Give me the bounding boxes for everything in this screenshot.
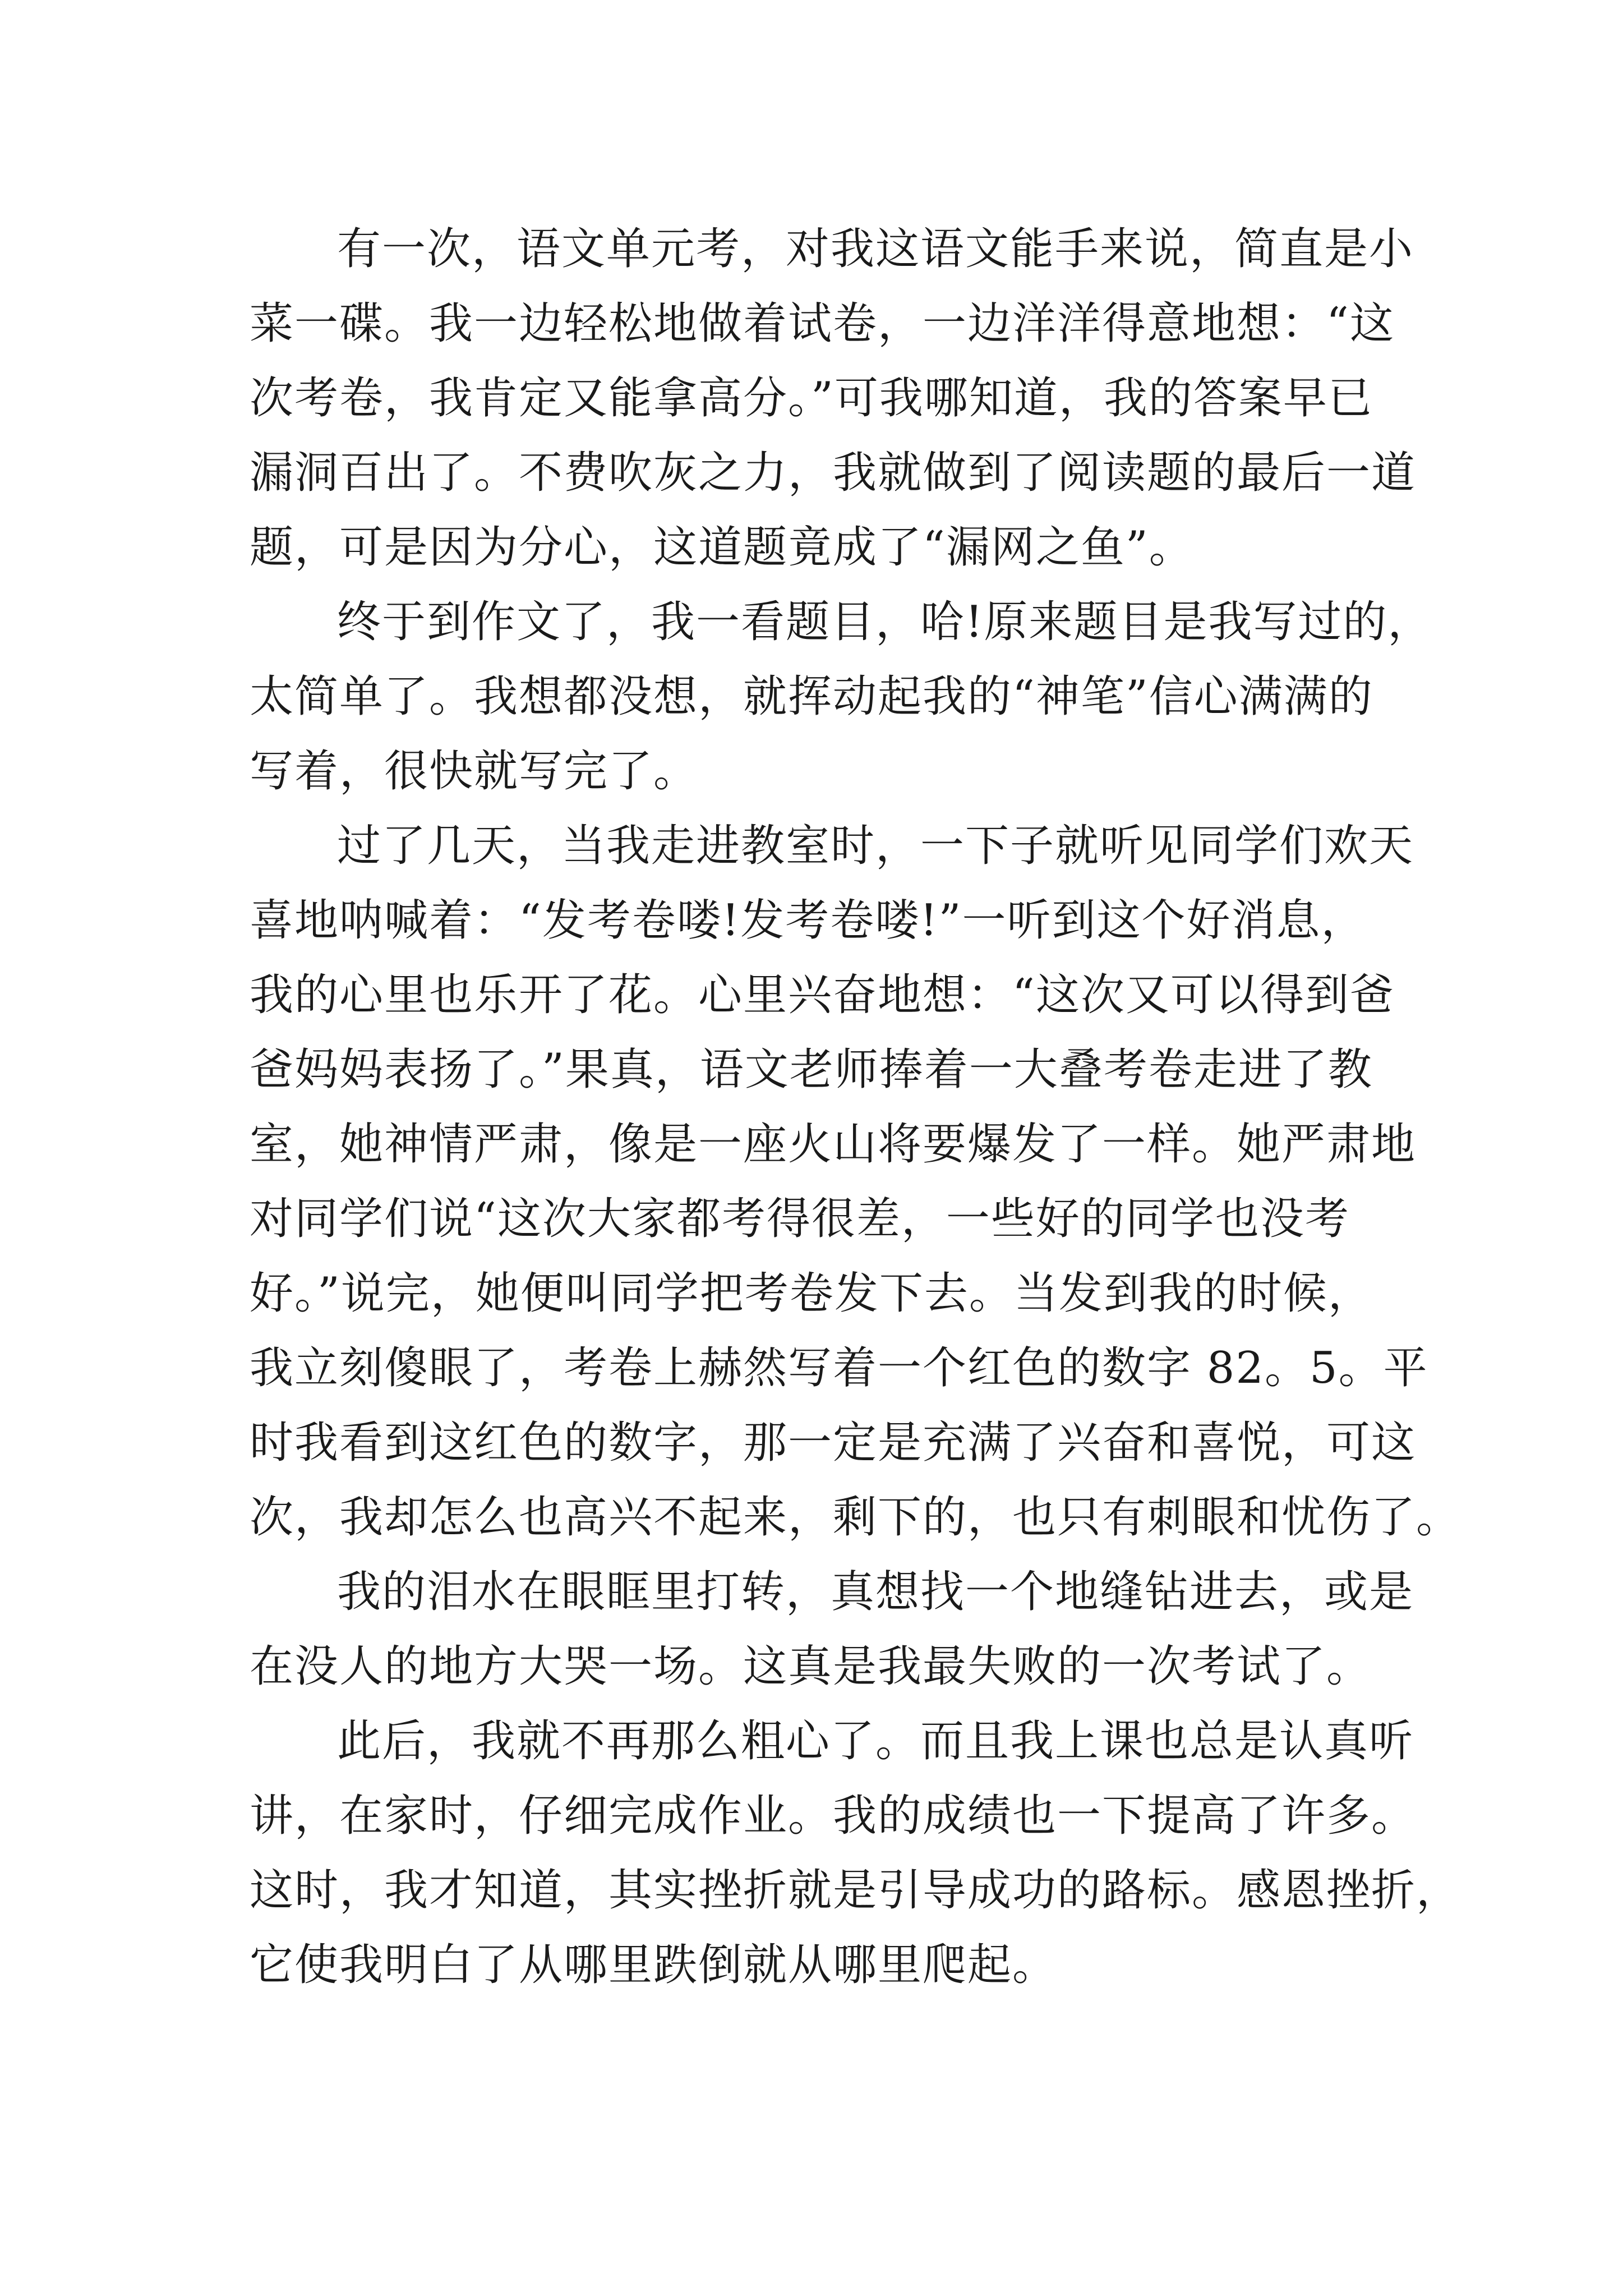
- paragraph-first-line: 我的泪水在眼眶里打转，真想找一个地缝钻进去，或是: [337, 1567, 1414, 1617]
- text-line: 室，她神情严肃，像是一座火山将要爆发了一样。她严肃地: [250, 1119, 1417, 1170]
- text-line: 次，我却怎么也高兴不起来，剩下的，也只有刺眼和忧伤了。: [250, 1492, 1461, 1543]
- text-line: 时我看到这红色的数字，那一定是充满了兴奋和喜悦，可这: [250, 1418, 1417, 1468]
- text-line: 写着，很快就写完了。: [250, 746, 699, 797]
- text-line: 太简单了。我想都没想，就挥动起我的“神笔”信心满满的: [250, 671, 1373, 722]
- text-line: 菜一碟。我一边轻松地做着试卷，一边洋洋得意地想：“这: [250, 298, 1395, 349]
- text-line: 我立刻傻眼了，考卷上赫然写着一个红色的数字 82。5。平: [250, 1343, 1428, 1393]
- text-line: 讲，在家时，仔细完成作业。我的成绩也一下提高了许多。: [250, 1791, 1417, 1841]
- text-line: 对同学们说“这次大家都考得很差，一些好的同学也没考: [250, 1194, 1350, 1244]
- paragraph-first-line: 过了几天，当我走进教室时，一下子就听见同学们欢天: [337, 821, 1414, 871]
- text-line: 喜地呐喊着：“发考卷喽!发考卷喽!”一听到这个好消息，: [250, 895, 1366, 946]
- paragraph-first-line: 此后，我就不再那么粗心了。而且我上课也总是认真听: [337, 1716, 1414, 1766]
- text-line: 好。”说完，她便叫同学把考卷发下去。当发到我的时候，: [250, 1268, 1373, 1319]
- paragraph-first-line: 有一次，语文单元考，对我这语文能手来说，简直是小: [337, 224, 1414, 274]
- text-line: 在没人的地方大哭一场。这真是我最失败的一次考试了。: [250, 1641, 1372, 1692]
- text-line: 次考卷，我肯定又能拿高分。”可我哪知道，我的答案早已: [250, 373, 1373, 424]
- paragraph-first-line: 终于到作文了，我一看题目，哈!原来题目是我写过的，: [337, 597, 1433, 647]
- text-line: 这时，我才知道，其实挫折就是引导成功的路标。感恩挫折，: [250, 1865, 1461, 1916]
- text-line: 题，可是因为分心，这道题竟成了“漏网之鱼”。: [250, 522, 1194, 573]
- text-line: 我的心里也乐开了花。心里兴奋地想：“这次又可以得到爸: [250, 970, 1395, 1020]
- text-line: 它使我明白了从哪里跌倒就从哪里爬起。: [250, 1940, 1058, 1990]
- text-line: 漏洞百出了。不费吹灰之力，我就做到了阅读题的最后一道: [250, 448, 1417, 498]
- essay-body: [250, 212, 1461, 2003]
- text-line: 爸妈妈表扬了。”果真，语文老师捧着一大叠考卷走进了教: [250, 1045, 1373, 1095]
